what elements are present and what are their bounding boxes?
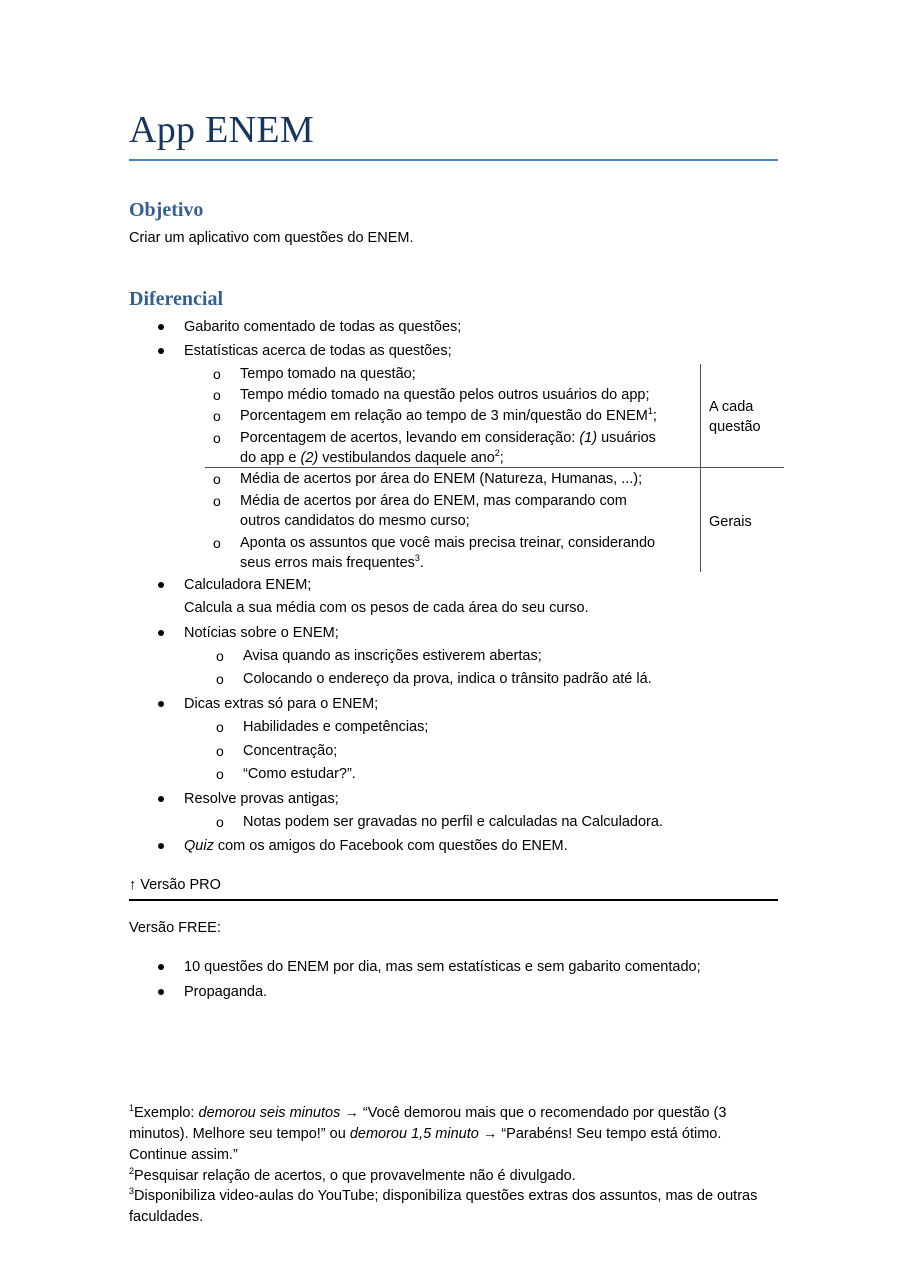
list-item-italic: (1) (579, 430, 598, 446)
circle-bullet-icon: o (213, 471, 221, 487)
list-item: Dicas extras só para o ENEM; (184, 696, 379, 712)
list-item-text: Porcentagem de acertos, levando em consideração: (240, 430, 580, 446)
table-label-gerais: Gerais (709, 514, 752, 530)
list-item: Habilidades e competências; (243, 719, 429, 735)
bullet-icon (158, 348, 164, 354)
circle-bullet-icon: o (213, 430, 221, 446)
list-item (240, 406, 657, 426)
list-item-continuation (240, 448, 504, 468)
circle-bullet-icon: o (216, 719, 224, 735)
footnote-text: Exemplo: (134, 1105, 199, 1121)
list-item-text: seus erros mais frequentes (240, 555, 415, 571)
footnote-italic: demorou 1,5 minuto (349, 1126, 479, 1142)
circle-bullet-icon: o (213, 387, 221, 403)
list-item: “Como estudar?”. (243, 766, 356, 782)
bullet-icon (158, 989, 164, 995)
list-item-text: com os amigos do Facebook com questões do ENEM. (213, 838, 568, 854)
circle-bullet-icon: o (216, 648, 224, 664)
footnote-number: 2 (129, 1166, 135, 1177)
list-item: Gabarito comentado de todas as questões; (184, 319, 462, 335)
footnote-1 (129, 1103, 779, 1166)
circle-bullet-icon: o (216, 814, 224, 830)
page-title: App ENEM (129, 109, 314, 151)
circle-bullet-icon: o (216, 743, 224, 759)
versao-free-heading: Versão FREE: (129, 920, 221, 936)
objetivo-text: Criar um aplicativo com questões do ENEM. (129, 230, 414, 246)
list-item: Estatísticas acerca de todas as questões; (184, 343, 452, 359)
circle-bullet-icon: o (216, 671, 224, 687)
footnote-number: 3 (129, 1186, 135, 1197)
table-divider (700, 364, 701, 468)
circle-bullet-icon: o (213, 408, 221, 424)
list-item: Média de acertos por área do ENEM, mas comparando com (240, 493, 627, 509)
section-divider (129, 899, 778, 901)
title-underline (129, 159, 778, 161)
circle-bullet-icon: o (213, 535, 221, 551)
footnote-text: Pesquisar relação de acertos, o que provavelmente não é divulgado. (134, 1168, 576, 1184)
footnote-ref: 1 (647, 406, 653, 417)
list-item: Avisa quando as inscrições estiverem abertas; (243, 648, 542, 664)
circle-bullet-icon: o (213, 493, 221, 509)
list-item-text: vestibulandos daquele ano (318, 450, 495, 466)
list-item: Tempo tomado na questão; (240, 366, 416, 382)
footnote-ref: 2 (494, 448, 500, 459)
footnote-text: Disponibiliza video-aulas do YouTube; disponibiliza questões extras dos assuntos, mas de outras faculdades. (129, 1188, 758, 1225)
list-item-italic: (2) (300, 450, 319, 466)
circle-bullet-icon: o (213, 366, 221, 382)
footnote-2 (129, 1166, 779, 1187)
table-divider (700, 468, 701, 572)
footnote-ref: 3 (414, 553, 420, 564)
list-item-continuation (240, 553, 424, 573)
footnote-text: → “Parabéns! Seu tempo está ótimo. Continue assim.” (129, 1126, 722, 1163)
heading-diferencial: Diferencial (129, 288, 224, 310)
heading-objetivo: Objetivo (129, 199, 204, 221)
bullet-icon (158, 582, 164, 588)
list-item-text: usuários (597, 430, 656, 446)
list-item: Notícias sobre o ENEM; (184, 625, 339, 641)
list-item: Propaganda. (184, 984, 268, 1000)
list-item: Resolve provas antigas; (184, 791, 339, 807)
list-item: 10 questões do ENEM por dia, mas sem estatísticas e sem gabarito comentado; (184, 959, 701, 975)
list-item-text: Porcentagem em relação ao tempo de 3 min/questão do ENEM (240, 408, 648, 424)
footnote-3 (129, 1186, 779, 1228)
list-item: Concentração; (243, 743, 338, 759)
circle-bullet-icon: o (216, 766, 224, 782)
list-item: Tempo médio tomado na questão pelos outros usuários do app; (240, 387, 650, 403)
list-item-continuation: outros candidatos do mesmo curso; (240, 513, 470, 529)
list-item (240, 428, 656, 448)
bullet-icon (158, 324, 164, 330)
list-item: Média de acertos por área do ENEM (Natureza, Humanas, ...); (240, 471, 643, 487)
list-item-punct: ; (499, 450, 504, 466)
list-item: Calculadora ENEM; (184, 577, 312, 593)
footnote-text: → “Você demorou mais que o recomendado por questão (3 minutos). Melhore seu tempo!” ou (129, 1105, 727, 1142)
table-label-cada: A cada (709, 399, 754, 415)
bullet-icon (158, 796, 164, 802)
footnote-italic: demorou seis minutos (198, 1105, 341, 1121)
list-item-italic: Quiz (184, 838, 214, 854)
list-item-punct: ; (652, 408, 657, 424)
list-item: Aponta os assuntos que você mais precisa treinar, considerando (240, 535, 656, 551)
list-item-continuation: Calcula a sua média com os pesos de cada área do seu curso. (184, 600, 589, 616)
list-item: Notas podem ser gravadas no perfil e calculadas na Calculadora. (243, 814, 663, 830)
versao-pro-label: ↑ Versão PRO (129, 877, 221, 893)
bullet-icon (158, 630, 164, 636)
bullet-icon (158, 964, 164, 970)
list-item-text: do app e (240, 450, 301, 466)
list-item: Colocando o endereço da prova, indica o trânsito padrão até lá. (243, 671, 652, 687)
list-item-punct: . (419, 555, 424, 571)
table-label-questao: questão (709, 419, 761, 435)
footnote-number: 1 (129, 1103, 135, 1114)
bullet-icon (158, 701, 164, 707)
list-item (184, 836, 568, 856)
bullet-icon (158, 843, 164, 849)
